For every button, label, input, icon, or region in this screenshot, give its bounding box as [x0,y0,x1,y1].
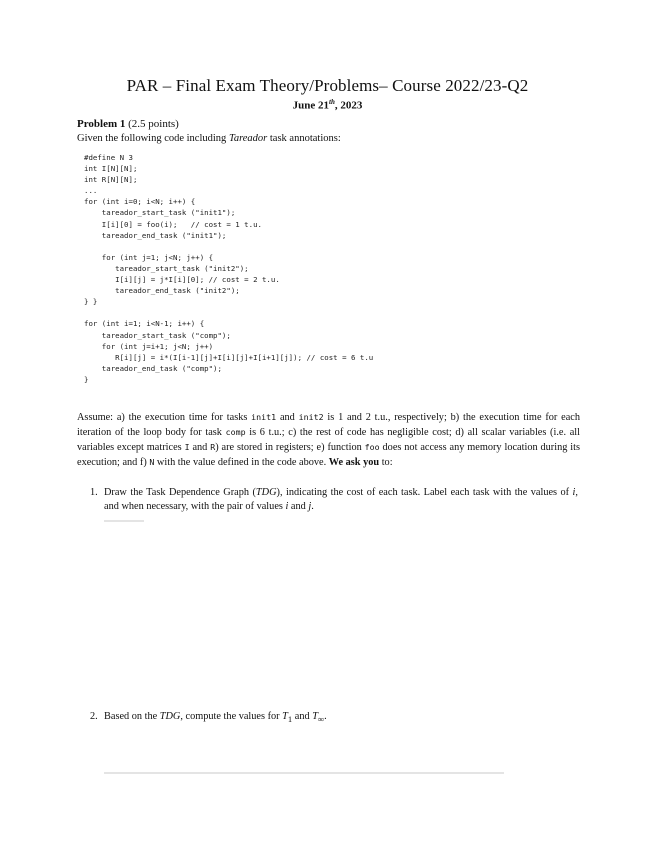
q2-italic-t2: T [312,711,318,722]
assume-bold: We ask you [328,457,380,468]
question-2-number: 2. [90,711,98,722]
q1-italic-j: j [308,501,312,512]
q1-italic-i2: i [285,501,289,512]
q2-text-c: and [292,711,313,722]
date-year: , 2023 [334,99,363,112]
question-1-number: 1. [90,487,98,498]
assume-text-2: and [276,412,299,423]
question-1-text [104,486,578,514]
q2-sub-1: 1 [287,714,293,725]
intro-text-before: Given the following code including [77,133,229,144]
q1-text-c: , and when necessary, with the pair of values [104,487,578,512]
assume-code-1: init1 [251,412,277,422]
assume-code-7: N [149,457,155,467]
question-2-text [104,710,578,726]
date-superscript: th [329,98,335,106]
assume-text-8: with the value defined in the code above. [154,457,329,468]
faint-mark [104,520,144,522]
assume-text-7: does not access any memory location during its execution; and f) [77,442,581,468]
q1-italic-i: i [572,487,576,498]
date-text: June 21 [292,99,330,112]
assume-code-2: init2 [298,412,324,422]
intro-text-after: task annotations: [267,133,341,144]
q2-sub-inf: ∞ [317,714,325,725]
q1-text-b: ), indicating the cost of each task. Label each task with the values of [276,487,573,498]
q2-italic-tdg: TDG [159,711,181,722]
problem-label: Problem 1 [77,118,126,130]
q2-italic-t: T [282,711,288,722]
assume-text-1: Assume: a) the execution time for tasks [77,412,252,423]
q2-text-b: , compute the values for [180,711,283,722]
assume-code-5: R [210,442,216,452]
assume-text-4: is 6 t.u.; c) the rest of code has negligible cost; d) all scalar variables (i.e. all variables except matrices [77,427,581,453]
problem-intro [77,133,341,144]
exam-date [0,98,655,112]
assume-code-6: foo [364,442,380,452]
q1-text-e: . [311,501,314,512]
assume-text-5: and [189,442,211,453]
assume-code-3: comp [225,427,246,437]
assumptions-paragraph [77,410,580,470]
intro-tool-name: Tareador [228,133,268,144]
q2-text-d: . [324,711,327,722]
assume-text-9: to: [379,457,393,468]
assume-text-3: is 1 and 2 t.u., respectively; b) the execution time for each iteration of the loop body for task [77,412,580,438]
assume-code-4: I [184,442,190,452]
q1-text-d: and [288,501,309,512]
problem-points: (2.5 points) [128,118,179,130]
q2-text-a: Based on the [104,711,160,722]
faint-bottom-line [104,772,504,774]
q1-text-a: Draw the Task Dependence Graph ( [104,487,256,498]
q1-italic-tdg: TDG [255,487,277,498]
assume-text-6: ) are stored in registers; e) function [215,442,365,453]
problem-heading [77,118,179,130]
code-listing: #define N 3 int I[N][N]; int R[N][N]; ... for (int i=0; i<N; i++) { tareador_start_task ("init1"); I[i][0] = foo(i); // cost = 1 t.u. tareador_end_task ("init1"); for (int j=1; j<N; j++) { tareador_start_task ("init2"); I[i][j] = j*I[i][0]; // cost = 2 t.u. tareador_end_task ("init2"); } } for (int i=1; i<N-1; i++) { tareador_start_task ("comp"); for (int j=i+1; j<N; j++) R[i][j] = i*(I[i-1][j]+I[i][j]+I[i+1][j]); // cost = 6 t.u tareador_end_task ("comp"); } [84,153,374,384]
page-title: PAR – Final Exam Theory/Problems– Course 2022/23-Q2 [126,76,529,95]
